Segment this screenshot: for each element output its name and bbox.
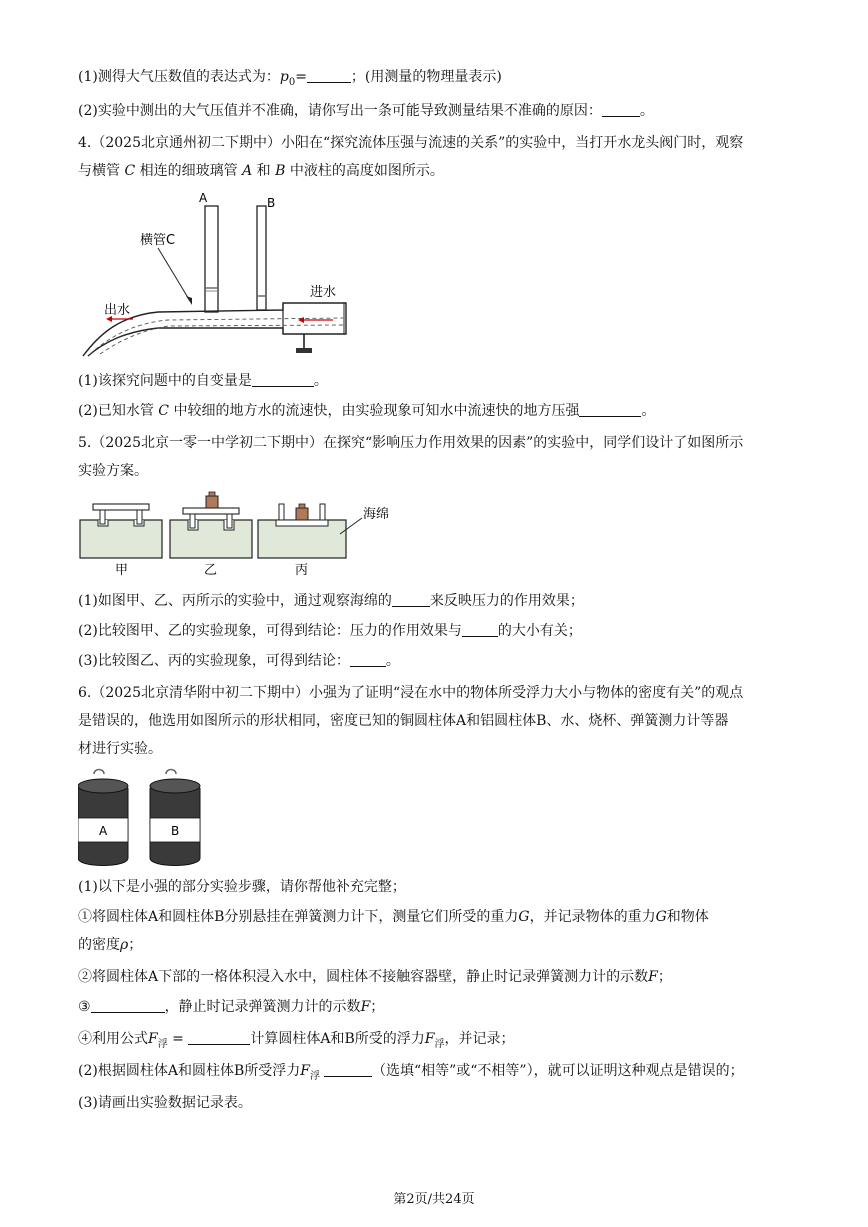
weight-yi xyxy=(206,496,218,508)
q6-var-g: G xyxy=(518,909,530,925)
q5-part1-blank[interactable] xyxy=(392,592,430,607)
q6-step2-text: ； xyxy=(657,969,672,985)
q4-part1 xyxy=(78,370,798,392)
q6-part2-blank[interactable] xyxy=(324,1062,372,1077)
leg-up xyxy=(279,504,284,520)
q6-step3-text: ； xyxy=(370,999,385,1015)
q6-part2-text: （选填“相等”或“不相等”），就可以证明这种观点是错误的； xyxy=(371,1063,744,1079)
q5-part2-text: (2)比较图甲、乙的实验现象，可得到结论：压力的作用效果与 xyxy=(78,623,462,639)
q6-var-f: F xyxy=(648,969,658,985)
q6-step4-text: ，并记录； xyxy=(444,1031,515,1047)
q5-part3-text: (3)比较图乙、丙的实验现象，可得到结论： xyxy=(78,653,350,669)
hook-a xyxy=(94,770,104,775)
q6-part2 xyxy=(78,1060,798,1088)
q3-part2-end: 。 xyxy=(639,103,654,119)
label-out: 出水 xyxy=(104,303,131,318)
q6-sub-buoy: 浮 xyxy=(309,1070,320,1082)
q4-var-c: C xyxy=(124,163,136,179)
q6-part2-text: (2)根据圆柱体A和圆柱体B所受浮力 xyxy=(78,1063,301,1079)
q6-sub-buoy: 浮 xyxy=(434,1038,445,1050)
q5-sponge-diagram xyxy=(78,490,408,578)
q4-part2 xyxy=(78,400,798,422)
q3-part1 xyxy=(78,66,798,94)
stool-bing-inverted xyxy=(276,520,328,526)
q6-step3-blank[interactable] xyxy=(91,998,165,1013)
label-cylinder-b: B xyxy=(171,824,180,838)
q6-step3-text: ③ xyxy=(78,999,91,1015)
page-footer: 第2页/共24页 xyxy=(393,1192,475,1207)
pointer-head xyxy=(186,296,192,305)
q4-stem-text: 与横管 xyxy=(78,163,125,179)
q6-step1-text: ； xyxy=(128,937,143,953)
q4-stem-text: 中液柱的高度如图所示。 xyxy=(285,163,444,179)
q6-stem-line2: 是错误的，他选用如图所示的形状相同，密度已知的铜圆柱体A和铝圆柱体B、水、烧杯、弹簧测力计等器 xyxy=(78,713,729,729)
flow-arrow-in-head xyxy=(298,317,304,323)
q5-part3-blank[interactable] xyxy=(350,652,386,667)
q5-part3 xyxy=(78,650,798,672)
q4-stem-line2 xyxy=(78,160,798,182)
q6-step1 xyxy=(78,906,798,928)
q6-step4-blank[interactable] xyxy=(188,1030,250,1045)
q5-part1-text: (1)如图甲、乙、丙所示的实验中，通过观察海绵的 xyxy=(78,593,392,609)
cylinder-a-top xyxy=(78,779,128,793)
leg xyxy=(100,510,105,524)
q6-stem-line1: 6.（2025北京清华附中初二下期中）小强为了证明“浸在水中的物体所受浮力大小与物体的密度有关”的观点 xyxy=(78,685,744,701)
tube-b xyxy=(257,206,266,310)
tube-a xyxy=(205,206,218,312)
pointer-line xyxy=(158,248,190,301)
q3-part2-blank[interactable] xyxy=(602,102,640,117)
leg-up xyxy=(320,504,325,520)
label-jia: 甲 xyxy=(115,563,129,578)
q6-step1-text: 和物体 xyxy=(666,909,709,925)
label-tube-c: 横管C xyxy=(140,233,176,248)
q6-step2-text: ②将圆柱体A下部的一格体积浸入水中，圆柱体不接触容器壁，静止时记录弹簧测力计的示数 xyxy=(78,969,649,985)
valve-base xyxy=(296,348,312,353)
weight-knob xyxy=(299,504,305,508)
q3-p0-subscript: 0 xyxy=(288,76,296,88)
label-in: 进水 xyxy=(310,285,337,300)
label-yi: 乙 xyxy=(204,563,218,578)
sponge-jia xyxy=(80,520,162,558)
q6-var-f-buoy: F xyxy=(300,1063,310,1079)
cylinder-b-top xyxy=(150,779,200,793)
q6-step2 xyxy=(78,966,798,988)
q6-var-f-buoy: F xyxy=(424,1031,435,1047)
q6-step1-text: ，并记录物体的重力 xyxy=(529,909,656,925)
q5-part3-end: 。 xyxy=(385,653,400,669)
q6-step1-text: 的密度 xyxy=(78,937,120,953)
q4-stem-line1: 4.（2025北京通州初二下期中）小阳在“探究流体压强与流速的关系”的实验中，当打开水龙头阀门时，观察 xyxy=(78,135,744,151)
q4-part1-end: 。 xyxy=(313,373,328,389)
q4-var-a: A xyxy=(242,163,253,179)
weight-bing xyxy=(296,508,308,520)
q4-part2-var-c: C xyxy=(158,403,169,419)
q3-answer-blank[interactable] xyxy=(307,68,351,83)
q5-part1 xyxy=(78,590,798,612)
q3-part2-text: (2)实验中测出的大气压值并不准确，请你写出一条可能导致测量结果不准确的原因： xyxy=(78,103,602,119)
q4-part1-text: (1)该探究问题中的自变量是 xyxy=(78,373,252,389)
label-bing: 丙 xyxy=(295,563,309,578)
q6-step3-text: ，静止时记录弹簧测力计的示数 xyxy=(164,999,361,1015)
q5-stem-line2: 实验方案。 xyxy=(78,463,148,479)
sponge-yi xyxy=(170,520,252,558)
q6-var-g: G xyxy=(655,909,667,925)
q6-step4-text: ④利用公式 xyxy=(78,1031,148,1047)
label-a: A xyxy=(199,191,208,205)
q3-part2 xyxy=(78,100,798,122)
stool-yi xyxy=(183,508,239,514)
q4-stem-text: 相连的细玻璃管 xyxy=(135,163,243,179)
q6-cylinders-diagram xyxy=(78,766,208,870)
stool-jia xyxy=(93,504,149,510)
q4-part2-text: (2)已知水管 xyxy=(78,403,159,419)
q3-part1-note: ；(用测量的物理量表示) xyxy=(350,69,502,85)
q3-equals: = xyxy=(295,69,307,85)
q6-part3: (3)请画出实验数据记录表。 xyxy=(78,1095,252,1111)
q5-part2-blank[interactable] xyxy=(462,622,498,637)
q3-part1-text: (1)测得大气压数值的表达式为： xyxy=(78,69,280,85)
label-b: B xyxy=(267,196,276,210)
q6-part1: (1)以下是小强的部分实验步骤，请你帮他补充完整； xyxy=(78,879,406,895)
q6-step1-cont xyxy=(78,934,798,956)
q6-stem-line3: 材进行实验。 xyxy=(78,741,162,757)
q6-equals: = xyxy=(167,1031,189,1047)
q3-p0-symbol: p xyxy=(279,69,289,85)
leg xyxy=(137,510,142,524)
q5-part2-text: 的大小有关； xyxy=(497,623,582,639)
leg xyxy=(190,514,195,528)
q4-part2-blank[interactable] xyxy=(579,402,641,417)
q6-step3 xyxy=(78,996,798,1018)
q5-stem-line1: 5.（2025北京一零一中学初二下期中）在探究“影响压力作用效果的因素”的实验中，同学们设计了如图所示 xyxy=(78,435,744,451)
q6-step1-text: ①将圆柱体A和圆柱体B分别悬挂在弹簧测力计下，测量它们所受的重力 xyxy=(78,909,519,925)
q6-var-f-buoy: F xyxy=(148,1031,158,1047)
q4-var-b: B xyxy=(275,163,286,179)
q4-part2-text: 中较细的地方水的流速快，由实验现象可知水中流速快的地方压强 xyxy=(169,403,580,419)
q6-step4-text: 计算圆柱体A和B所受的浮力 xyxy=(250,1031,425,1047)
q5-part2 xyxy=(78,620,798,642)
leg xyxy=(227,514,232,528)
q6-step4 xyxy=(78,1028,798,1056)
q4-tube-diagram xyxy=(78,188,358,364)
label-cylinder-a: A xyxy=(99,824,108,838)
q4-part1-blank[interactable] xyxy=(252,372,314,387)
label-sponge: 海绵 xyxy=(363,507,390,522)
q4-stem-text: 和 xyxy=(252,163,276,179)
weight-knob xyxy=(209,492,215,496)
q4-part2-end: 。 xyxy=(641,403,656,419)
q5-part1-text: 来反映压力的作用效果； xyxy=(429,593,584,609)
q6-var-f: F xyxy=(360,999,371,1015)
hook-b xyxy=(166,770,176,775)
q6-var-rho: ρ xyxy=(120,937,129,953)
q6-sub-buoy: 浮 xyxy=(157,1038,168,1050)
